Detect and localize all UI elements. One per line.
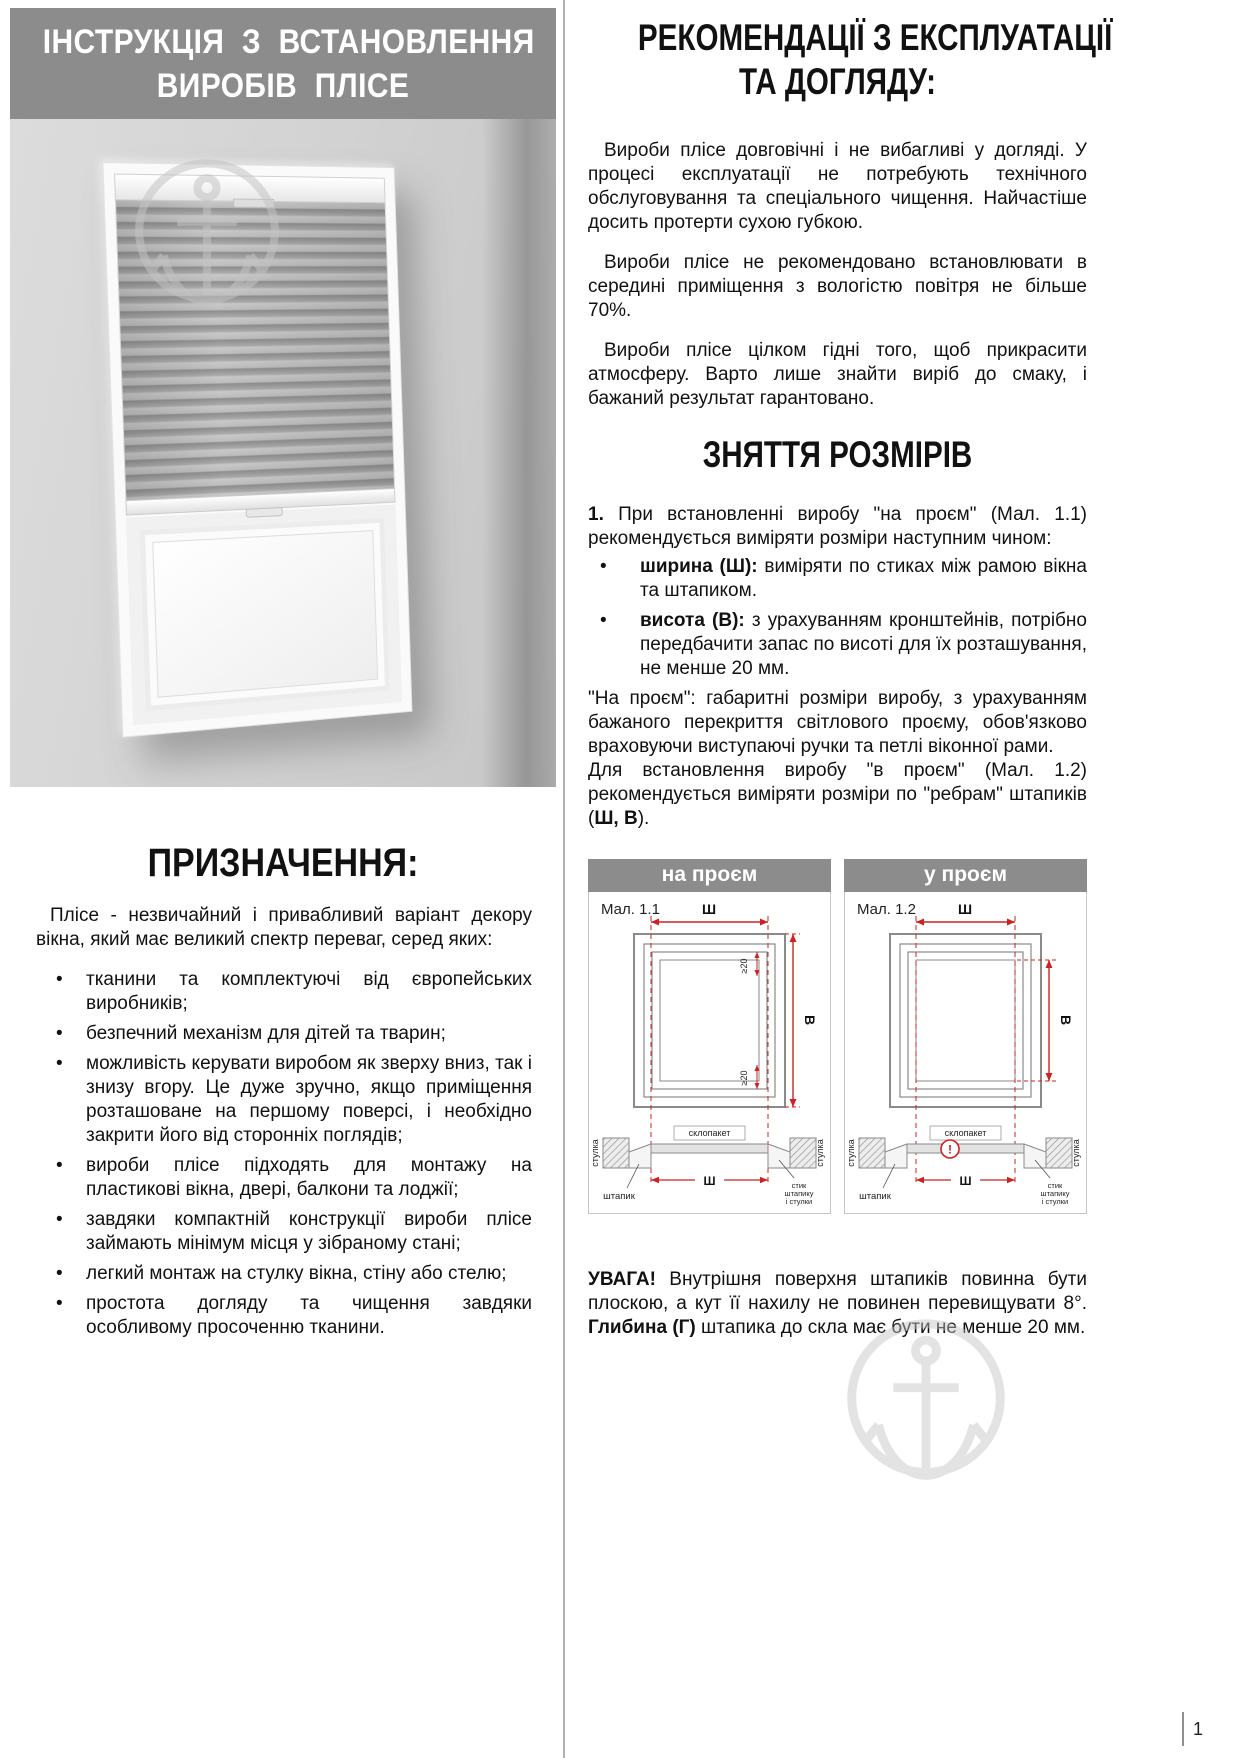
step-number: 1. — [588, 504, 604, 526]
pleated-blind-fabric — [115, 200, 395, 500]
blind-handle — [246, 507, 283, 518]
diagram-panel-na-proem — [588, 859, 831, 1214]
dim-width-label: Ш — [701, 901, 717, 918]
column-divider — [563, 0, 565, 1758]
warning-exclamation-icon: ! — [948, 1142, 952, 1157]
stik-label-1: стик — [1047, 1181, 1063, 1191]
purpose-bullet: • вироби плісе підходять для монтажу на пластикові вікна, двері, балкони та лоджії; — [36, 1154, 532, 1202]
purpose-bullet: • завдяки компактній конструкції вироби плісе займають мінімум місця у зібраному стані; — [36, 1208, 532, 1256]
diagram2-header: у проєм — [844, 859, 1087, 892]
dim-width-bottom-label: Ш — [703, 1174, 716, 1189]
shtapik-label: штапик — [859, 1191, 891, 1203]
diagram-na-proem-drawing — [589, 892, 830, 1212]
purpose-list — [36, 968, 532, 1340]
wall-corner-shadow — [482, 119, 556, 787]
shtapik-label: штапик — [603, 1191, 635, 1203]
purpose-bullet: • простота догляду та чищення завдяки особливому просоченню тканини. — [36, 1292, 532, 1340]
measuring-list — [588, 555, 1087, 681]
diagram-u-proem-drawing — [845, 892, 1086, 1212]
measuring-bullet-height: • висота (В): з урахуванням кронштейнів, потрібно передбачити запас по висоті для їх розташування, не менше 20 мм. — [588, 609, 1087, 681]
gte20-bottom-label: ≥20 — [739, 1070, 749, 1086]
window-opening — [126, 505, 402, 726]
window-frame-drawing — [634, 934, 785, 1107]
care-title: РЕКОМЕНДАЦІЇ З ЕКСПЛУАТАЦІЇ ТА ДОГЛЯДУ: — [637, 17, 1113, 103]
window-photo — [10, 119, 556, 787]
purpose-bullet: • легкий монтаж на стулку вікна, стіну або стелю; — [36, 1262, 532, 1286]
stik-label-2: штапику — [1040, 1189, 1070, 1199]
stulka-left-label: стулка — [590, 1139, 600, 1167]
care-paragraph-3: Вироби плісе цілком гідні того, щоб прикрасити атмосферу. Варто лише знайти виріб до смаку, і бажаний результат гарантовано. — [588, 339, 1087, 409]
diagram1-header: на проєм — [588, 859, 831, 892]
left-header-line2: ВИРОБІВ ПЛІСЕ — [156, 66, 410, 105]
na-proem-paragraph: "На проєм": габаритні розміри виробу, з урахуванням бажаного перекриття світлового проєму, обов'язково враховуючи виступаючі ручки та петлі віконної рами. — [588, 688, 1087, 758]
stulka-right-label: стулка — [1071, 1139, 1081, 1167]
dim-width-bottom-label: Ш — [959, 1174, 972, 1189]
window-illustration — [102, 162, 412, 738]
purpose-title: ПРИЗНАЧЕННЯ: — [147, 841, 419, 886]
purpose-bullet: • безпечний механізм для дітей та тварин; — [36, 1022, 532, 1046]
sklopaket-label: склопакет — [944, 1128, 987, 1139]
left-header-banner — [10, 8, 556, 119]
depth-bold: Глибина (Г) — [588, 1317, 696, 1339]
right-column — [588, 0, 1113, 1340]
gte20-top-label: ≥20 — [739, 958, 749, 974]
stulka-left-label: стулка — [846, 1139, 856, 1167]
measuring-intro: 1. При встановленні виробу "на проєм" (Мал. 1.1) рекомендується виміряти розміри наступним чином: — [588, 504, 1087, 550]
purpose-intro: Плісе - незвичайний і привабливий варіант декору вікна, який має великий спектр переваг, серед яких: — [36, 905, 532, 951]
stik-label-2: штапику — [784, 1189, 814, 1199]
measuring-title: ЗНЯТТЯ РОЗМІРІВ — [702, 433, 973, 475]
stik-label-3: і стулки — [1041, 1197, 1069, 1207]
care-paragraph-1: Вироби плісе довговічні і не вибагливі у догляді. У процесі експлуатації не потребують технічного обслуговування та спеціального чищення. Найчастіше досить протерти сухою губкою. — [588, 139, 1087, 233]
warning-paragraph: УВАГА! Внутрішня поверхня штапиків повинна бути плоскою, а кут її нахилу не повинен перевищувати 8°. Глибина (Г) штапика до скла має бути не менше 20 мм. — [588, 1269, 1087, 1339]
sklopaket-label: склопакет — [688, 1128, 731, 1139]
left-column — [10, 8, 556, 1346]
measuring-bullet-width: • ширина (Ш): виміряти по стиках між рамою вікна та штапиком. — [588, 555, 1087, 603]
cassette-bracket — [233, 199, 274, 208]
stik-label-3: і стулки — [785, 1197, 813, 1207]
left-header-line1: ІНСТРУКЦІЯ З ВСТАНОВЛЕННЯ — [42, 23, 535, 61]
dim-height-label: В — [802, 1015, 818, 1026]
window-sash — [140, 518, 390, 711]
v-proem-paragraph: Для встановлення виробу "в проєм" (Мал. 1.2) рекомендується виміряти розміри по "ребрам" штапиків (Ш, В). — [588, 760, 1087, 830]
dim-height-label: В — [1058, 1015, 1074, 1026]
stik-label-1: стик — [791, 1181, 807, 1191]
purpose-bullet: • тканини та комплектуючі від європейських виробників; — [36, 968, 532, 1016]
diagram-panel-u-proem — [844, 859, 1087, 1214]
page-number-divider — [1182, 1712, 1184, 1746]
page-number: 1 — [1182, 1712, 1203, 1746]
window-glass — [152, 530, 378, 698]
figure-label: Мал. 1.1 — [601, 901, 660, 919]
warning-bold: УВАГА! — [588, 1269, 656, 1291]
purpose-bullet: • можливість керувати виробом як зверху вниз, так і знизу вгору. Це дуже зручно, якщо приміщення розташоване на першому поверсі, і необхідно закрити його від сторонніх поглядів; — [36, 1052, 532, 1148]
care-paragraph-2: Вироби плісе не рекомендовано встановлювати в середині приміщення з вологістю повітря не більше 70%. — [588, 251, 1087, 321]
stulka-right-label: стулка — [815, 1139, 825, 1167]
blind-cassette — [114, 174, 386, 204]
dim-width-label: Ш — [957, 901, 973, 918]
measurement-diagrams — [588, 859, 1087, 1214]
figure-label: Мал. 1.2 — [857, 901, 916, 919]
